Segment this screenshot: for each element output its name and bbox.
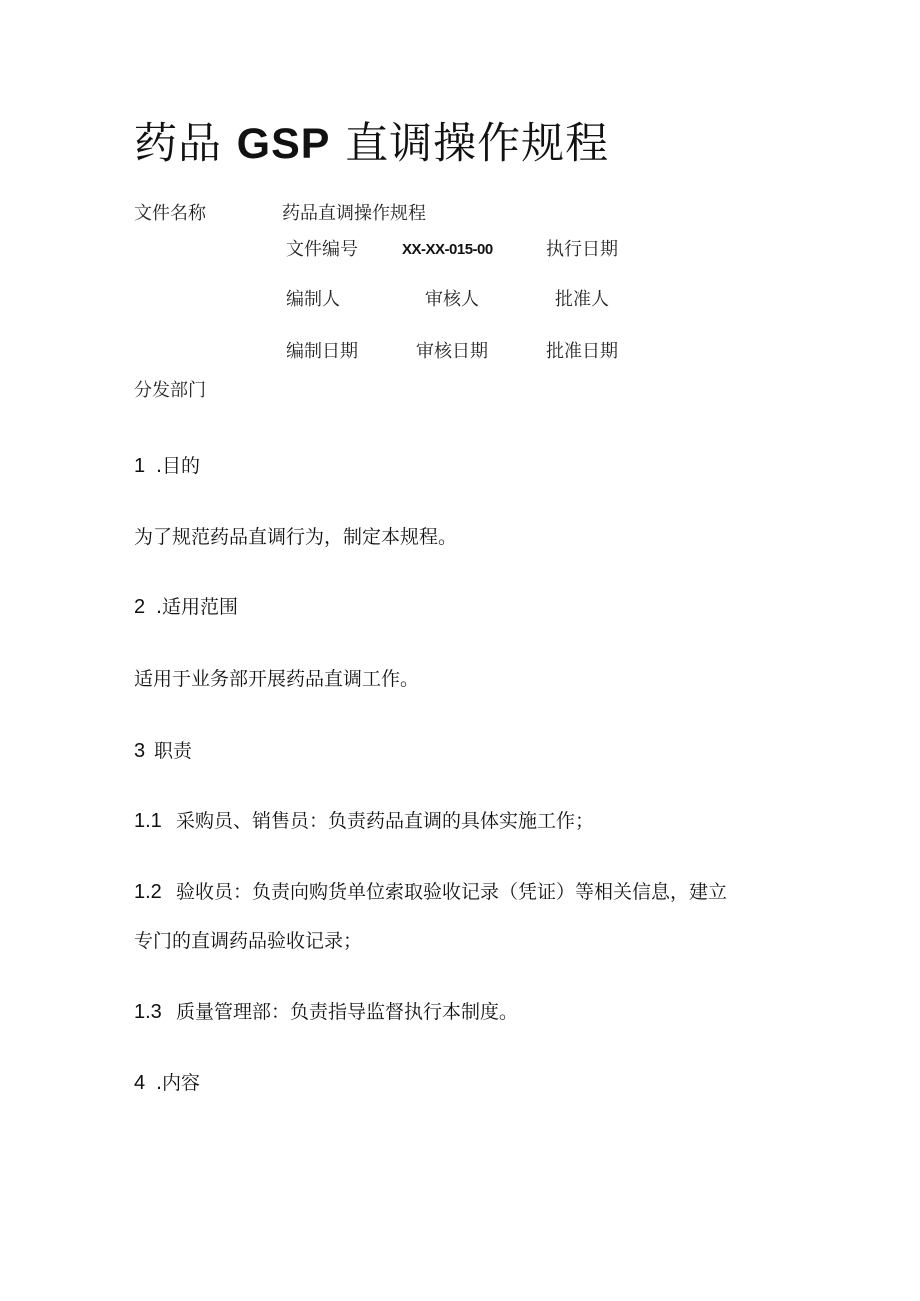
- section-2-number: 2: [134, 596, 146, 618]
- item-1-3: [134, 999, 518, 1025]
- section-4-number: 4: [134, 1072, 146, 1094]
- section-4-heading: [134, 1070, 200, 1096]
- compiler-label: 编制人: [286, 289, 340, 310]
- section-1-title: .目的: [156, 455, 201, 477]
- reviewer-label: 审核人: [425, 289, 479, 310]
- approver-label: 批准人: [555, 289, 609, 310]
- section-1-heading: [134, 453, 200, 479]
- item-1-1: [134, 808, 594, 834]
- approve-date-label: 批准日期: [546, 341, 618, 362]
- section-3-title: 职责: [154, 740, 193, 762]
- item-1-1-number: 1.1: [134, 810, 162, 832]
- item-1-2-number: 1.2: [134, 881, 162, 903]
- effective-date-label: 执行日期: [546, 239, 618, 260]
- file-number-value: XX-XX-015-00: [402, 241, 493, 258]
- document-title: [134, 116, 609, 172]
- section-2-title: .适用范围: [156, 596, 239, 618]
- title-latin: GSP: [236, 120, 331, 168]
- item-1-2-text-line1: 验收员：负责向购货单位索取验收记录（凭证）等相关信息，建立: [176, 881, 728, 903]
- title-prefix: 药品: [134, 119, 222, 169]
- section-2-body: 适用于业务部开展药品直调工作。: [134, 668, 420, 690]
- section-3-heading: [134, 738, 192, 764]
- item-1-3-number: 1.3: [134, 1001, 162, 1023]
- section-3-number: 3: [134, 740, 146, 762]
- item-1-2-text-line2: 专门的直调药品验收记录；: [134, 930, 363, 952]
- compile-date-label: 编制日期: [286, 341, 358, 362]
- item-1-3-text: 质量管理部：负责指导监督执行本制度。: [176, 1001, 519, 1023]
- title-suffix: 直调操作规程: [345, 119, 610, 169]
- file-name-label: 文件名称: [134, 203, 206, 224]
- distribution-label: 分发部门: [134, 380, 206, 401]
- section-4-title: .内容: [156, 1072, 201, 1094]
- file-name-value: 药品直调操作规程: [282, 203, 426, 224]
- file-number-label: 文件编号: [286, 239, 358, 260]
- section-2-heading: [134, 594, 238, 620]
- section-1-number: 1: [134, 455, 146, 477]
- review-date-label: 审核日期: [416, 341, 488, 362]
- item-1-2: [134, 879, 727, 905]
- item-1-1-text: 采购员、销售员：负责药品直调的具体实施工作；: [176, 810, 595, 832]
- section-1-body: 为了规范药品直调行为，制定本规程。: [134, 526, 458, 548]
